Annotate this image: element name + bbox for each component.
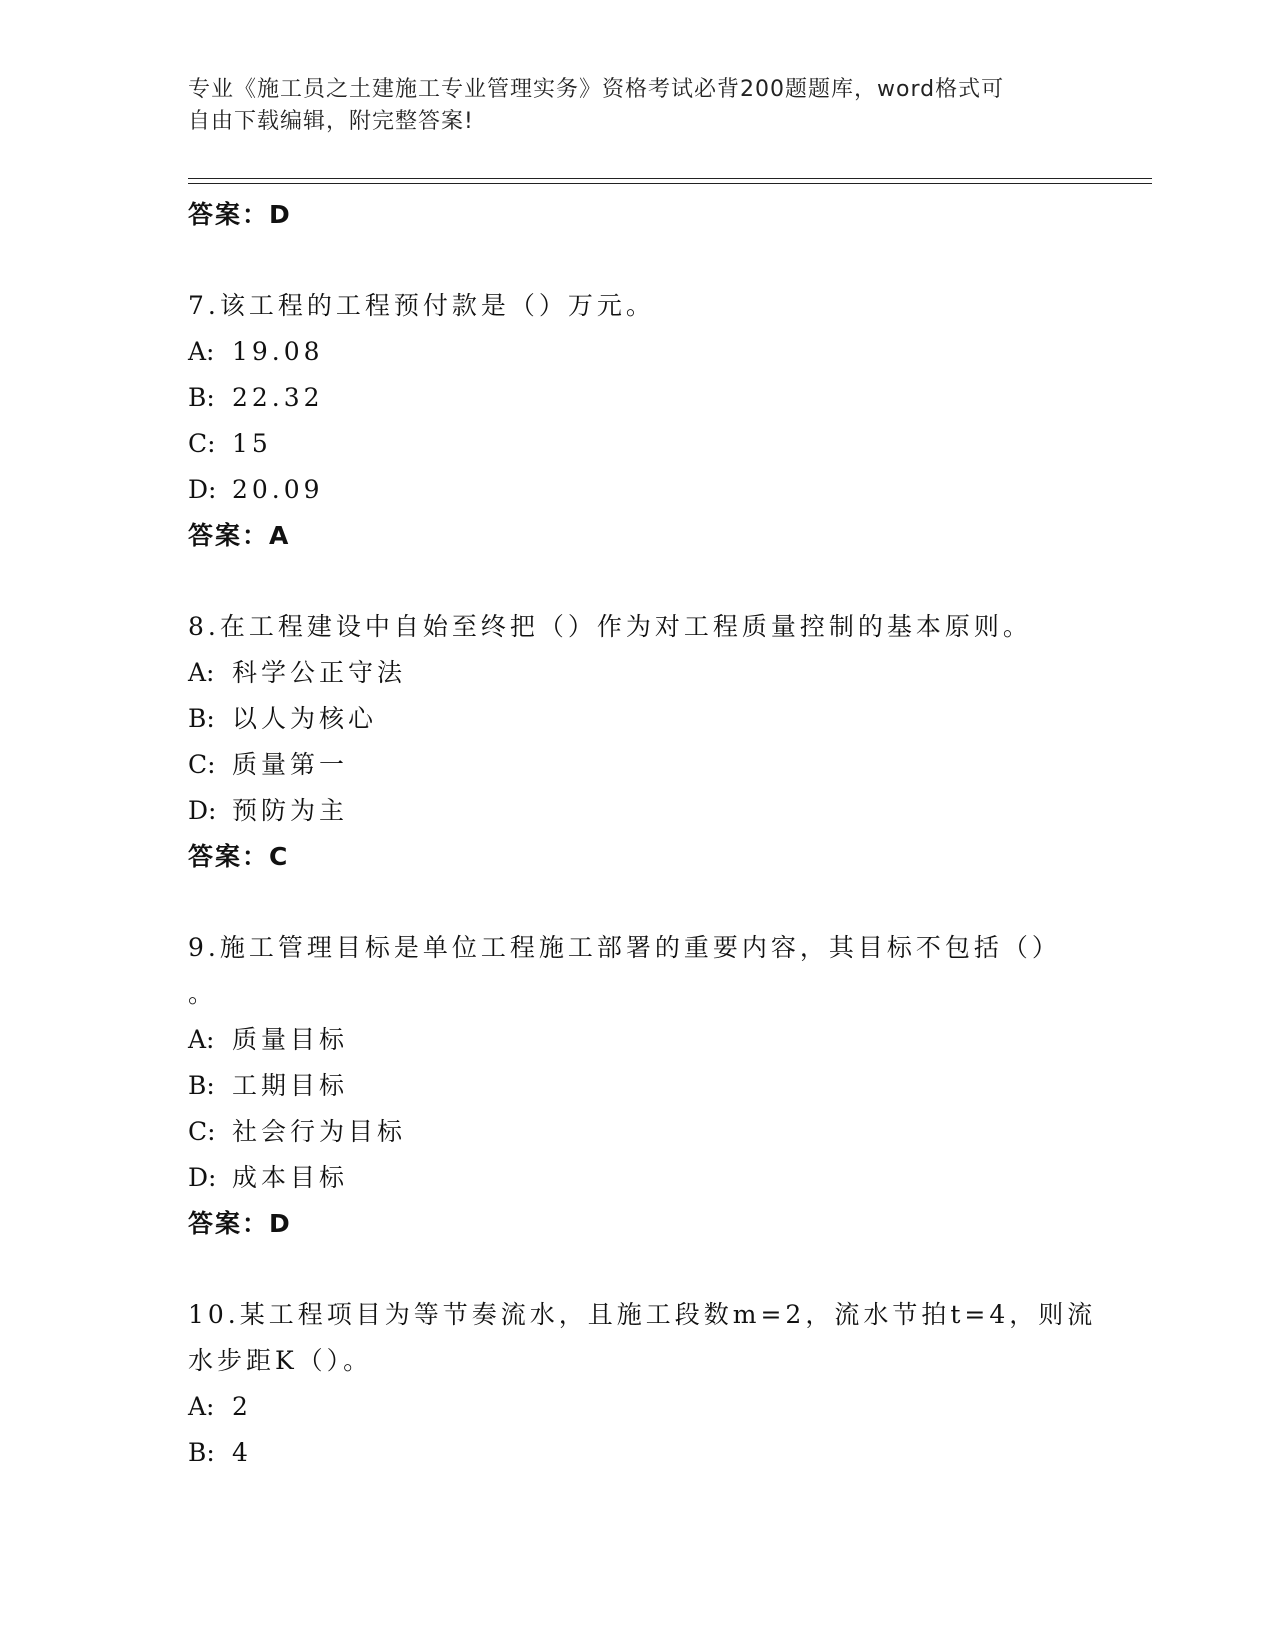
option-key: B: [188, 383, 215, 412]
question-stem: 10.某工程项目为等节奏流水，且施工段数m=2，流水节拍t=4，则流 [188, 1300, 1097, 1329]
option-text: 2 [232, 1392, 252, 1421]
question-list [188, 192, 1097, 1476]
header-line-2: 自由下载编辑，附完整答案! [188, 109, 474, 134]
option-text: 以人为核心 [232, 704, 378, 733]
question-block [188, 925, 1088, 1247]
option-key: C: [188, 1117, 216, 1146]
option-b [188, 1063, 1088, 1109]
option-key: A: [188, 337, 215, 366]
answer-line: 答案：D [188, 1209, 292, 1238]
question-stem-continued: 水步距K（）。 [188, 1346, 373, 1375]
option-a [188, 1384, 1088, 1430]
spacer [188, 238, 1088, 283]
option-b [188, 375, 1088, 421]
option-b [188, 1430, 1088, 1476]
answer-line: 答案：A [188, 521, 291, 550]
question-block [188, 283, 1088, 559]
option-d [188, 467, 1088, 513]
option-key: B: [188, 1071, 215, 1100]
question-block [188, 604, 1088, 880]
option-a [188, 329, 1088, 375]
option-text: 成本目标 [232, 1163, 349, 1192]
option-text: 质量第一 [232, 750, 349, 779]
option-key: C: [188, 429, 216, 458]
option-key: D: [188, 475, 217, 504]
spacer [188, 559, 1088, 604]
question-stem: 9.施工管理目标是单位工程施工部署的重要内容，其目标不包括（） [188, 933, 1061, 962]
option-key: D: [188, 796, 217, 825]
spacer [188, 1247, 1088, 1292]
option-c [188, 1109, 1088, 1155]
option-text: 预防为主 [232, 796, 349, 825]
option-text: 工期目标 [232, 1071, 349, 1100]
option-key: A: [188, 1025, 215, 1054]
answer-line: 答案：C [188, 842, 290, 871]
question-stem-continued: 。 [188, 979, 218, 1008]
option-key: B: [188, 704, 215, 733]
option-text: 质量目标 [232, 1025, 349, 1054]
question-block [188, 1292, 1097, 1476]
header-divider-top [188, 178, 1152, 179]
header-line-1: 专业《施工员之土建施工专业管理实务》资格考试必背200题题库，word格式可 [188, 77, 1005, 102]
option-text: 4 [232, 1438, 252, 1467]
option-text: 社会行为目标 [232, 1117, 407, 1146]
option-key: D: [188, 1163, 217, 1192]
header-divider-bottom [188, 183, 1152, 184]
option-d [188, 788, 1088, 834]
option-a [188, 1017, 1088, 1063]
option-key: C: [188, 750, 216, 779]
option-key: A: [188, 658, 215, 687]
option-c [188, 742, 1088, 788]
question-stem: 7.该工程的工程预付款是（）万元。 [188, 291, 655, 320]
option-c [188, 421, 1088, 467]
spacer [188, 880, 1088, 925]
question-stem: 8.在工程建设中自始至终把（）作为对工程质量控制的基本原则。 [188, 612, 1032, 641]
option-text: 15 [232, 429, 272, 458]
option-b [188, 696, 1088, 742]
option-key: B: [188, 1438, 215, 1467]
option-text: 19.08 [232, 337, 324, 366]
option-text: 22.32 [232, 383, 324, 412]
option-key: A: [188, 1392, 215, 1421]
previous-answer: 答案：D [188, 200, 292, 229]
option-text: 科学公正守法 [232, 658, 407, 687]
option-text: 20.09 [232, 475, 324, 504]
document-header [188, 74, 1068, 138]
option-d [188, 1155, 1088, 1201]
option-a [188, 650, 1088, 696]
